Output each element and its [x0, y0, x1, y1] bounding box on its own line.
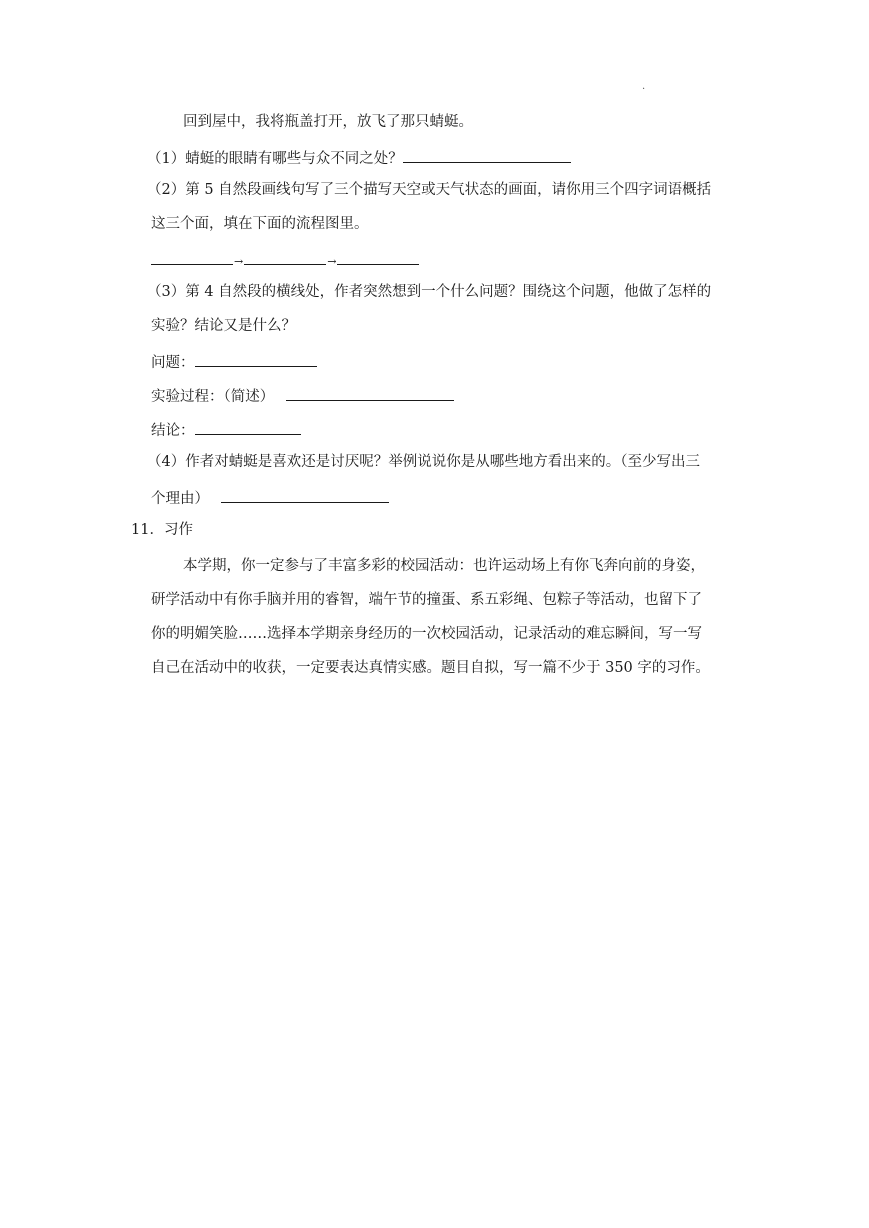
conclusion-label: 结论：: [151, 423, 195, 439]
flow-blank-1[interactable]: [151, 248, 233, 265]
flow-chart: [151, 248, 419, 268]
process-answer-blank[interactable]: [286, 384, 454, 401]
question-4-line-2: [151, 486, 389, 506]
flow-blank-2[interactable]: [244, 248, 326, 265]
problem-label: 问题：: [151, 355, 195, 371]
flow-arrow-icon: →: [327, 255, 337, 268]
question-1: [147, 146, 571, 166]
writing-prompt-line-2: 研学活动中有你手脑并用的睿智，端午节的撞蛋、系五彩绳、包粽子等活动，也留下了: [151, 592, 702, 608]
conclusion-answer-blank[interactable]: [195, 418, 301, 435]
writing-prompt-line-4: 自己在活动中的收获，一定要表达真情实感。题目自拟，写一篇不少于 350 字的习作。: [151, 660, 710, 676]
question-2-line-1: （2）第 5 自然段画线句写了三个描写天空或天气状态的画面，请你用三个四字词语概括: [147, 182, 712, 198]
problem-answer-blank[interactable]: [195, 350, 317, 367]
question-3-line-2: 实验？结论又是什么？: [151, 318, 296, 334]
writing-heading: 11．习作: [131, 522, 193, 538]
writing-prompt-line-1: 本学期，你一定参与了丰富多彩的校园活动：也许运动场上有你飞奔向前的身姿，: [183, 558, 705, 574]
question-3-problem: [151, 350, 317, 370]
question-4-line-1: （4）作者对蜻蜓是喜欢还是讨厌呢？举例说说你是从哪些地方看出来的。（至少写出三: [147, 454, 700, 470]
question-3-process: [151, 384, 454, 404]
flow-blank-3[interactable]: [337, 248, 419, 265]
question-2-line-2: 这三个面，填在下面的流程图里。: [151, 216, 369, 232]
flow-arrow-icon: →: [234, 255, 244, 268]
question-3-conclusion: [151, 418, 301, 438]
question-4-reason-label: 个理由）: [151, 491, 209, 507]
story-last-paragraph: 回到屋中，我将瓶盖打开，放飞了那只蜻蜓。: [183, 114, 473, 130]
page-mark: .: [642, 81, 646, 92]
question-1-text: （1）蜻蜓的眼睛有哪些与众不同之处？: [147, 151, 403, 167]
question-3-line-1: （3）第 4 自然段的横线处，作者突然想到一个什么问题？围绕这个问题，他做了怎样的: [147, 284, 712, 300]
question-4-answer-blank[interactable]: [221, 486, 389, 503]
process-label: 实验过程：（简述）: [151, 389, 275, 405]
question-1-answer-blank[interactable]: [403, 146, 571, 163]
writing-prompt-line-3: 你的明媚笑脸……选择本学期亲身经历的一次校园活动，记录活动的难忘瞬间，写一写: [151, 626, 702, 642]
